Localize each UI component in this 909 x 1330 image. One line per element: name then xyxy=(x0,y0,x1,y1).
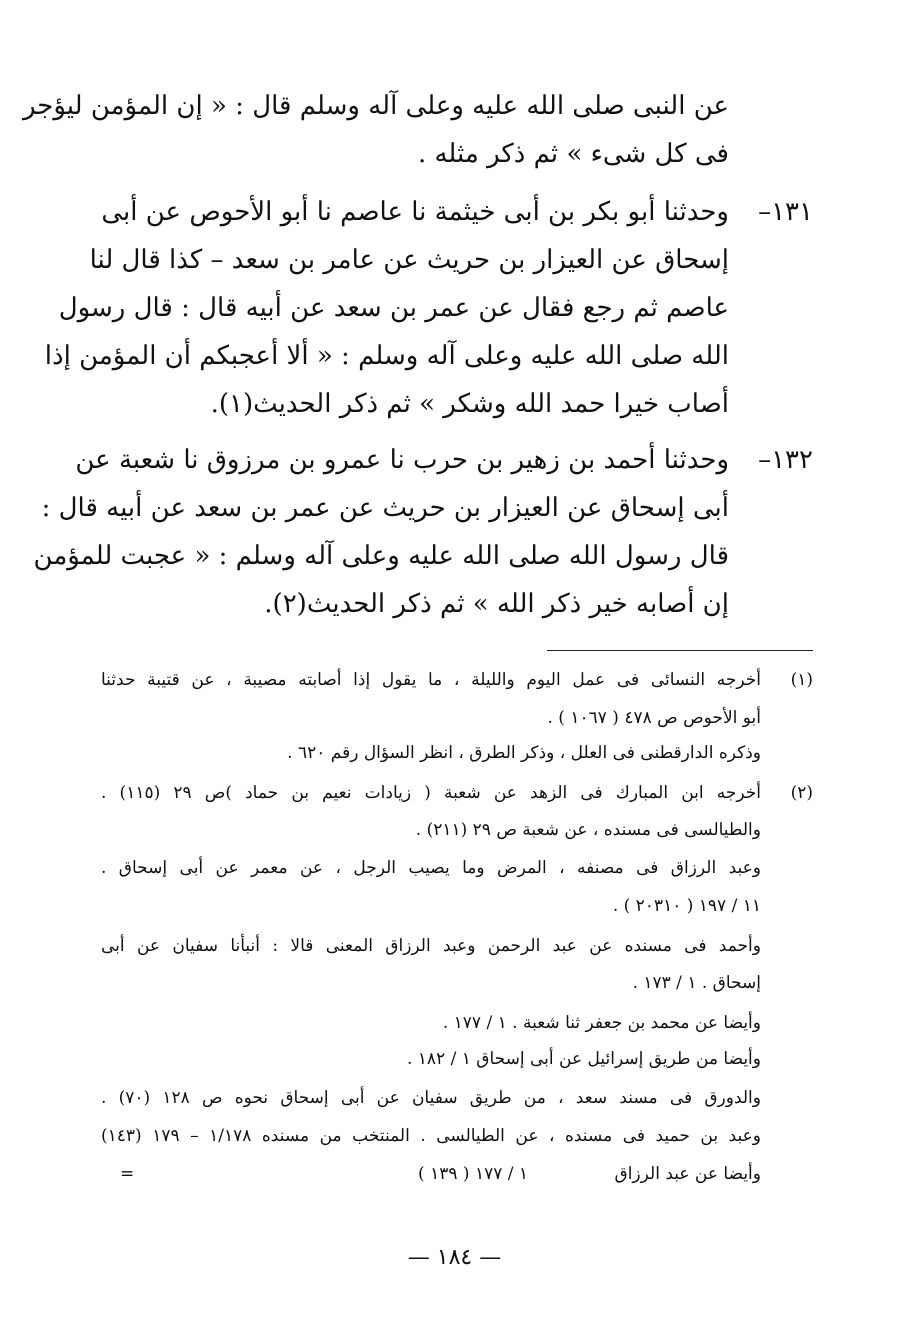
footnote-2-line-11: وأيضا عن عبد الرزاق ١ / ١٧٧ ( ١٣٩ ) xyxy=(418,1164,761,1184)
hadith-132-number: ١٣٢– xyxy=(758,445,813,475)
footnote-separator xyxy=(547,650,813,651)
footnote-2-line-7: وأيضا عن محمد بن جعفر ثنا شعبة . ١ / ١٧٧ . xyxy=(442,1013,761,1033)
footnote-1-line-1: أخرجه النسائى فى عمل اليوم والليلة ، ما يقول إذا أصابته مصيبة ، عن قتيبة حدثنا xyxy=(101,670,761,690)
footnote-2-line-8: وأيضا من طريق إسرائيل عن أبى إسحاق ١ / ١٨٢ . xyxy=(406,1049,761,1069)
footnote-1-line-2: أبو الأحوص ص ٤٧٨ ( ١٠٦٧ ) . xyxy=(547,708,761,728)
hadith-131-number: ١٣١– xyxy=(758,197,813,227)
hadith-132-line-3: قال رسول الله صلى الله عليه وعلى آله وسلم : « عجبت للمؤمن xyxy=(33,541,729,571)
footnote-2-line-1: أخرجه ابن المبارك فى الزهد عن شعبة ( زيادات نعيم بن حماد )ص ٢٩ (١١٥) . xyxy=(101,783,761,803)
hadith-131-line-1: وحدثنا أبو بكر بن أبى خيثمة نا عاصم نا أبو الأحوص عن أبى xyxy=(101,197,729,227)
footnote-2-line-9: والدورق فى مسند سعد ، من طريق سفيان عن أبى إسحاق نحوه ص ١٢٨ (٧٠) . xyxy=(101,1088,761,1108)
footnote-2-line-6: إسحاق . ١ / ١٧٣ . xyxy=(632,973,761,993)
hadith-131-line-3: عاصم ثم رجع فقال عن عمر بن سعد عن أبيه قال : قال رسول xyxy=(58,293,729,323)
hadith-131-line-2: إسحاق عن العيزار بن حريث عن عامر بن سعد – كذا قال لنا xyxy=(89,245,729,275)
footnote-2-line-5: وأحمد فى مسنده عن عبد الرحمن وعبد الرزاق المعنى قالا : أنبأنا سفيان عن أبى xyxy=(101,936,761,956)
footnote-1-line-3: وذكره الدارقطنى فى العلل ، وذكر الطرق ، انظر السؤال رقم ٦٢٠ . xyxy=(287,743,761,763)
continuation-mark: = xyxy=(120,1164,135,1184)
footnote-2-line-10: وعبد بن حميد فى مسنده ، عن الطيالسى . المنتخب من مسنده ١/١٧٨ – ١٧٩ (١٤٣) xyxy=(101,1126,761,1146)
hadith-132-line-2: أبى إسحاق عن العيزار بن حريث عن عمر بن سعد عن أبيه قال : xyxy=(41,493,729,523)
hadith-131-line-4: الله صلى الله عليه وعلى آله وسلم : « ألا أعجبكم أن المؤمن إذا xyxy=(44,341,729,371)
page-number: — ١٨٤ — xyxy=(407,1245,502,1270)
intro-line-1: عن النبى صلى الله عليه وعلى آله وسلم قال : « إن المؤمن ليؤجر xyxy=(22,91,729,121)
hadith-132-line-4: إن أصابه خير ذكر الله » ثم ذكر الحديث(٢). xyxy=(264,589,729,619)
footnote-2-line-2: والطيالسى فى مسنده ، عن شعبة ص ٢٩ (٢١١) . xyxy=(415,820,761,840)
footnote-2-number: (٢) xyxy=(790,783,813,803)
intro-line-2: فى كل شىء » ثم ذكر مثله . xyxy=(417,139,729,169)
footnote-2-line-4: ١١ / ١٩٧ ( ٢٠٣١٠ ) . xyxy=(612,896,761,916)
footnote-2-line-3: وعبد الرزاق فى مصنفه ، المرض وما يصيب الرجل ، عن معمر عن أبى إسحاق . xyxy=(101,858,761,878)
footnote-1-number: (١) xyxy=(790,670,813,690)
hadith-131-line-5: أصاب خيرا حمد الله وشكر » ثم ذكر الحديث(١). xyxy=(210,389,729,419)
hadith-132-line-1: وحدثنا أحمد بن زهير بن حرب نا عمرو بن مرزوق نا شعبة عن xyxy=(75,445,729,475)
